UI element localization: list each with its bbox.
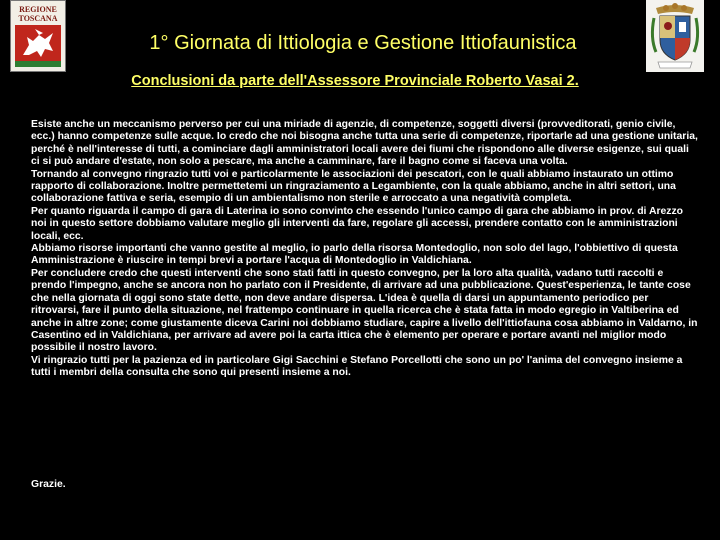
provincial-coat-of-arms-icon [646, 0, 704, 72]
logo-text-line-1: REGIONE [19, 5, 57, 14]
paragraph: Per quanto riguarda il campo di gara di Laterina io sono convinto che essendo l'unico campo di gara che abbiamo in prov. di Arezzo noi in questo settore dobbiamo valutare meglio gli interventi da fare, regolare gli accessi, prendere contatto con le amministrazioni locali, ecc. [31, 205, 684, 242]
paragraph: Per concludere credo che questi interventi che sono stati fatti in questo convegno, per la loro alta qualità, vadano tutti raccolti e prendo l'impegno, anche se ancora non ho parlato con il Presidente, di arrivare ad una pubblicazione. Quest'esperienza, le tante cose che nella giornata di oggi sono state dette, non deve andare dispersa. L'idea è quella di darsi un appuntamento periodico per ritrovarsi, fare il punto della situazione, nel frattempo continuare in quella ricerca che è stata fatta in modo egregio in Valtiberina ed anche in altre zone; come giustamente diceva Carini noi dobbiamo studiare, capire a livello dell'ittiofauna cosa abbiamo in Valdarno, in Casentino ed in Valdichiana, per arrivare ad avere poi la carta ittica che è elemento per operare e portare avanti nel miglior modo possibile il nostro lavoro. [31, 267, 698, 354]
paragraph: Abbiamo risorse importanti che vanno gestite al meglio, io parlo della risorsa Montedoglio, non solo del lago, l'obbiettivo di questa Amministrazione è riuscire in tempi brevi a portare l'acqua di Montedoglio in Valdichiana. [31, 243, 678, 267]
paragraph: Vi ringrazio tutti per la pazienza ed in particolare Gigi Sacchini e Stefano Porcellotti che sono un po' l'anima del convegno insieme a tutti i membri della consulta che sono qui presenti insieme a noi. [31, 354, 683, 379]
page-title: 1° Giornata di Ittiologia e Gestione Ittiofaunistica [149, 32, 577, 54]
body-text [31, 119, 699, 380]
paragraph: Tornando al convegno ringrazio tutti voi e particolarmente le associazioni dei pescatori, con le quali abbiamo instaurato un ottimo rapporto di collaborazione. Inoltre permettetemi un ringraziamento a Legambiente, con la quale abbiamo, anche in altri settori, una collaborazione fattiva e seria, esempio di un ambientalismo non sterile e arroccato a una negatività completa. [31, 168, 676, 205]
pegasus-emblem-icon [15, 25, 61, 67]
regione-toscana-logo [10, 0, 66, 72]
page-subtitle: Conclusioni da parte dell'Assessore Provinciale Roberto Vasai 2. [131, 73, 579, 89]
closing-text: Grazie. [31, 479, 66, 490]
logo-text-line-2: TOSCANA [18, 14, 58, 23]
paragraph: Esiste anche un meccanismo perverso per cui una miriade di agenzie, di competenze, soggetti diversi (provveditorati, genio civile, ecc.) hanno competenze sulle acque. Io credo che noi bisogna anche tutta una serie di competenze, riportarle ad una gestione unitaria, perché è nell'interesse di tutti, a cominciare dagli amministratori locali avere dei fiumi che rispondono alle diverse esigenze, sui quali ci si può andare d'estate, non solo a pescare, ma anche a camminare, fare il bagno come si faceva una volta. [31, 119, 698, 168]
